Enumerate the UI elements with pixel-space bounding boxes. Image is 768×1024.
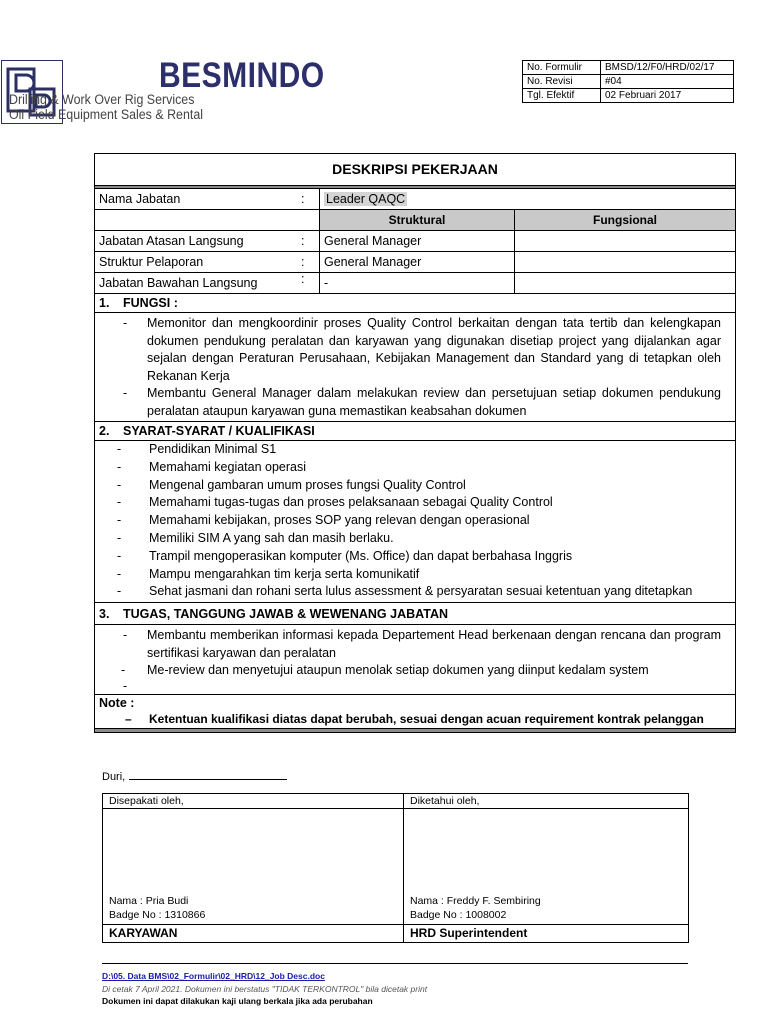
functional-column-header: Fungsional (514, 210, 735, 230)
section-body-tugas (95, 624, 735, 694)
bullet-dash: - (117, 548, 122, 563)
list-item-text: Membantu memberikan informasi kepada Departement Head berkenaan dengan rencana dan program sertifikasi karyawan dan peralatan (147, 628, 721, 660)
list-item-text: Mampu mengarahkan tim kerja serta komunikatif (149, 566, 420, 581)
note-title: Note : (99, 695, 135, 710)
list-item (99, 459, 721, 477)
list-item-text: Trampil mengoperasikan komputer (Ms. Office) dan dapat berbahasa Inggris (149, 548, 573, 563)
hrd-role: HRD Superintendent (404, 925, 689, 943)
list-item (99, 494, 721, 512)
list-item-text: Pendidikan Minimal S1 (149, 442, 277, 456)
job-description-table (94, 153, 736, 733)
agreed-by-header: Disepakati oleh, (103, 794, 404, 809)
relation-functional-value (514, 273, 735, 293)
section-body-fungsi (95, 312, 735, 421)
employee-role: KARYAWAN (103, 925, 404, 943)
relation-functional-value (514, 252, 735, 272)
colon: : (301, 234, 305, 248)
column-header-row (95, 209, 735, 230)
relation-structural-value: - (319, 273, 514, 293)
structural-column-header: Struktural (319, 210, 514, 230)
relation-row (95, 251, 735, 272)
position-name-label: Nama Jabatan (99, 192, 181, 206)
section-body-syarat (95, 440, 735, 602)
note-text: Ketentuan kualifikasi diatas dapat berubah, sesuai dengan acuan requirement kontrak pelanggan (149, 711, 704, 726)
list-item-text: Me-review dan menyetujui ataupun menolak setiap dokumen yang diinput kedalam system (147, 663, 649, 678)
section-number: 2. (99, 424, 110, 438)
print-status-note: Di cetak 7 April 2021. Dokumen ini berstatus "TIDAK TERKONTROL" bila dicetak print (102, 984, 428, 994)
note-block (95, 694, 735, 728)
section-heading-syarat (95, 421, 735, 440)
bullet-dash: – (125, 711, 132, 726)
list-item (99, 566, 721, 584)
list-item (99, 315, 721, 385)
form-number-value: BMSD/12/F0/HRD/02/17 (601, 61, 734, 75)
company-tagline-services: Drilling & Work Over Rig Services (9, 92, 195, 107)
list-item (99, 441, 721, 459)
list-item (99, 680, 721, 693)
section-heading-tugas (95, 602, 735, 624)
list-item (99, 530, 721, 548)
form-number-label: No. Formulir (523, 61, 601, 75)
relation-label: Struktur Pelaporan (99, 255, 204, 269)
bullet-dash: - (117, 459, 122, 474)
list-item (99, 627, 721, 662)
revision-value: #04 (601, 75, 734, 89)
relation-row (95, 272, 735, 293)
bullet-dash: - (117, 566, 122, 581)
relation-functional-value (514, 231, 735, 251)
employee-signature-cell (103, 809, 404, 925)
date-blank (129, 770, 287, 780)
company-name: BESMINDO (159, 56, 325, 95)
list-item-text: Sehat jasmani dan rohani serta lulus assessment & persyaratan sesuai ketentuan yang ditetapkan (149, 584, 693, 599)
employee-badge: Badge No : 1310866 (109, 909, 206, 921)
relation-label: Jabatan Atasan Langsung (99, 234, 244, 248)
company-tagline-equipment: Oil Field Equipment Sales & Rental (9, 107, 203, 122)
relation-row (95, 230, 735, 251)
section-title: TUGAS, TANGGUNG JAWAB & WEWENANG JABATAN (123, 607, 448, 622)
list-item-text: Memonitor dan mengkoordinir proses Quality Control berkaitan dengan tata tertib dan kelengkapan dokumen pendukung peralatan dan karyawan yang digunakan disetiap project yang dijalankan agar sejalan dengan Peraturan Perusahaan, Kebijakan Management dan Standard yang di tetapkan oleh Rekanan Kerja (147, 316, 721, 383)
section-title: SYARAT-SYARAT / KUALIFIKASI (123, 424, 315, 438)
bullet-dash: - (121, 663, 126, 678)
colon: : (301, 255, 305, 269)
effective-date-value: 02 Februari 2017 (601, 89, 734, 103)
list-item-text: Memiliki SIM A yang sah dan masih berlaku. (149, 530, 394, 545)
list-item-text: Memahami kebijakan, proses SOP yang relevan dengan operasional (149, 513, 530, 528)
bullet-dash: - (123, 386, 128, 400)
list-item (99, 512, 721, 530)
bullet-dash: - (117, 477, 122, 492)
bullet-dash: - (117, 584, 122, 599)
list-item-text: Membantu General Manager dalam melakukan review dan persetujuan setiap dokumen pendukung peralatan ataupun karyawan guna memastikan keabsahan dokumen (147, 386, 721, 418)
list-item (99, 583, 721, 601)
section-number: 3. (99, 607, 110, 622)
list-item-text: Memahami kegiatan operasi (149, 459, 307, 474)
bullet-dash: - (117, 530, 122, 545)
section-title: FUNGSI : (123, 296, 178, 310)
form-info-row (523, 89, 734, 103)
form-info-table (522, 60, 734, 103)
signature-table (102, 793, 689, 943)
bullet-dash: - (117, 442, 122, 456)
footer-divider (102, 963, 688, 964)
place-label: Duri, (102, 771, 126, 783)
file-path-link[interactable]: D:\05. Data BMS\02_Formulir\02_HRD\12_Job Desc.doc (102, 971, 325, 981)
revision-label: No. Revisi (523, 75, 601, 89)
relation-label: Jabatan Bawahan Langsung (99, 276, 258, 290)
bullet-dash: - (123, 678, 128, 693)
acknowledged-by-header: Diketahui oleh, (404, 794, 689, 809)
employee-name: Nama : Pria Budi (109, 895, 189, 907)
place-date-line (102, 770, 287, 783)
form-info-row (523, 75, 734, 89)
document-title: DESKRIPSI PEKERJAAN (332, 161, 498, 177)
list-item (99, 548, 721, 566)
list-item-text: Memahami tugas-tugas dan proses pelaksanaan sebagai Quality Control (149, 495, 553, 510)
effective-date-label: Tgl. Efektif (523, 89, 601, 103)
note-item (99, 711, 721, 727)
bullet-dash: - (123, 628, 128, 643)
review-note: Dokumen ini dapat dilakukan kaji ulang berkala jika ada perubahan (102, 996, 373, 1006)
list-item (99, 385, 721, 420)
hrd-badge: Badge No : 1008002 (410, 909, 507, 921)
divider (95, 728, 735, 732)
section-number: 1. (99, 296, 110, 310)
hrd-name: Nama : Freddy F. Sembiring (410, 895, 541, 907)
position-name-row (95, 188, 735, 209)
relation-structural-value: General Manager (319, 252, 514, 272)
form-info-row (523, 61, 734, 75)
hrd-signature-cell (404, 809, 689, 925)
list-item (99, 662, 721, 680)
section-heading-fungsi (95, 293, 735, 312)
list-item (99, 477, 721, 495)
colon: : (301, 272, 305, 286)
colon: : (301, 192, 305, 206)
relation-structural-value: General Manager (319, 231, 514, 251)
bullet-dash: - (117, 495, 122, 510)
bullet-dash: - (123, 316, 128, 330)
list-item-text: Mengenal gambaran umum proses fungsi Quality Control (149, 477, 466, 492)
bullet-dash: - (117, 513, 122, 528)
position-name-value: Leader QAQC (326, 192, 406, 206)
